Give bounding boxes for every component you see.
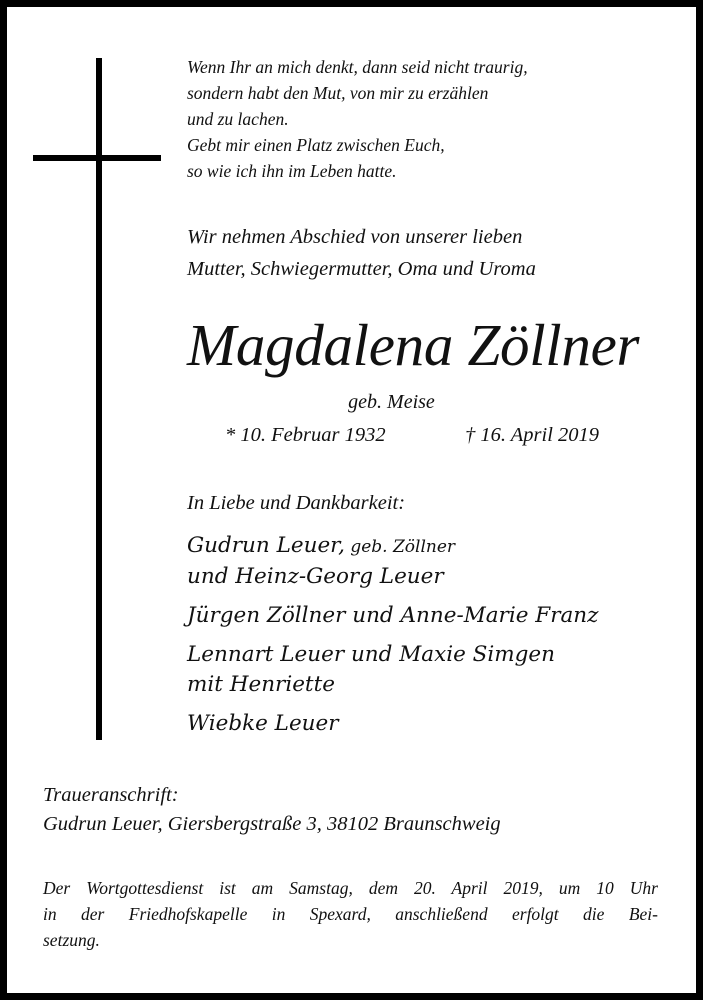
family-entry — [187, 530, 598, 562]
family-entry: Lennart Leuer und Maxie Simgen — [187, 642, 555, 667]
family-entry: Jürgen Zöllner und Anne-Marie Franz — [187, 603, 599, 628]
address-text: Gudrun Leuer, Giersbergstraße 3, 38102 Braunschweig — [43, 813, 501, 835]
birth-date: * 10. Februar 1932 — [225, 424, 386, 446]
intro-line: Wir nehmen Abschied von unserer lieben — [187, 226, 523, 248]
poem-line: Gebt mir einen Platz zwischen Euch, — [187, 135, 445, 155]
poem-line: so wie ich ihn im Leben hatte. — [187, 161, 397, 181]
address-label: Traueranschrift: — [43, 784, 179, 806]
family-name: Gudrun Leuer, — [187, 533, 345, 558]
obituary-card — [7, 7, 696, 993]
death-date: † 16. April 2019 — [465, 424, 600, 446]
mourning-address — [43, 781, 501, 839]
cross-icon-horizontal — [33, 155, 161, 161]
service-line: setzung. — [43, 930, 100, 950]
service-notice — [43, 875, 658, 953]
poem-line: Wenn Ihr an mich denkt, dann seid nicht traurig, — [187, 57, 528, 77]
intro-text — [187, 221, 536, 285]
family-entry: mit Henriette — [187, 672, 335, 697]
poem-line: und zu lachen. — [187, 109, 289, 129]
poem-line: sondern habt den Mut, von mir zu erzählen — [187, 83, 489, 103]
intro-line: Mutter, Schwiegermutter, Oma und Uroma — [187, 258, 536, 280]
family-list — [187, 530, 598, 739]
poem — [187, 54, 528, 184]
family-entry: Wiebke Leuer — [187, 711, 339, 736]
family-entry: und Heinz-Georg Leuer — [187, 564, 444, 589]
deceased-name: Magdalena Zöllner — [187, 312, 640, 378]
thanks-heading: In Liebe und Dankbarkeit: — [187, 492, 406, 514]
life-dates — [225, 421, 600, 449]
family-note: geb. Zöllner — [344, 537, 456, 557]
service-line: in der Friedhofskapelle in Spexard, anschließend erfolgt die Bei- — [43, 904, 658, 924]
service-line: Der Wortgottesdienst ist am Samstag, dem 20. April 2019, um 10 Uhr — [43, 878, 658, 898]
maiden-name: geb. Meise — [348, 391, 435, 413]
